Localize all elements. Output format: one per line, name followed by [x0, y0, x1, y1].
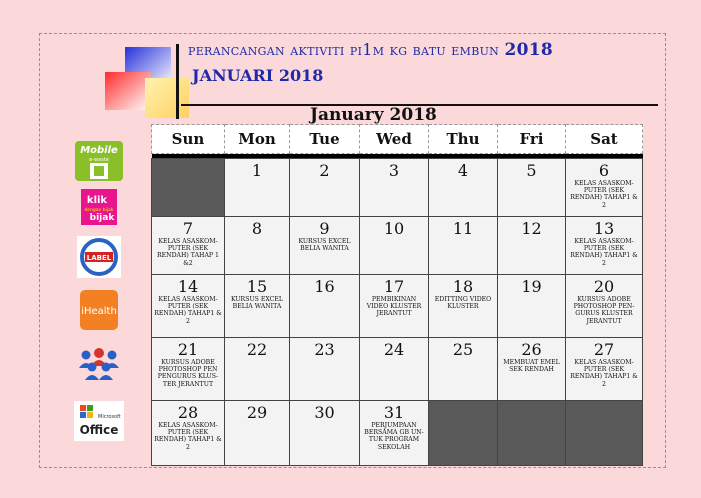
calendar-day-cell[interactable]	[225, 275, 290, 338]
day-event: KELAS ASASKOM-PUTER (SEK RENDAH) TAHAP1 & 2	[570, 238, 638, 267]
day-number: 15	[246, 277, 268, 296]
office-icon-label: Office	[79, 423, 119, 437]
title-text: perancangan aktiviti pi1m kg batu embun	[188, 40, 500, 59]
calendar-day-cell[interactable]	[152, 275, 225, 338]
day-number: 5	[526, 161, 537, 180]
ihealth-icon-label: iHealth	[81, 306, 117, 317]
day-event: KURSUS ADOBE PHOTOSHOP PEN PENGURUS KLUS-TER JERANTUT	[157, 359, 219, 388]
calendar-day-cell[interactable]	[225, 338, 290, 401]
calendar-day-cell[interactable]	[360, 217, 429, 275]
month-title: January 2018	[310, 105, 437, 125]
calendar-day-cell[interactable]	[429, 275, 498, 338]
day-number: 7	[182, 219, 194, 238]
day-event: PERJUMPAAN BERSAMA GB UN-TUK PROGRAM SEKOLAH	[364, 422, 424, 451]
day-number: 8	[251, 219, 263, 238]
day-event: EDITTING VIDEO KLUSTER	[434, 296, 492, 311]
day-number: 24	[383, 340, 405, 359]
weekday-thu: Thu	[429, 125, 498, 154]
weekday-mon: Mon	[225, 125, 290, 154]
day-number: 6	[598, 161, 610, 180]
day-number: 3	[388, 161, 400, 180]
calendar-day-cell[interactable]	[290, 217, 360, 275]
day-number: 28	[177, 403, 199, 422]
day-number: 14	[177, 277, 199, 296]
calendar-day-cell[interactable]	[290, 275, 360, 338]
calendar-week-row	[152, 159, 643, 217]
klik-bijak-icon	[73, 186, 125, 228]
calendar-day-cell[interactable]	[152, 217, 225, 275]
day-number: 17	[383, 277, 405, 296]
calendar-grid	[151, 124, 643, 466]
calendar-day-cell[interactable]	[290, 338, 360, 401]
day-event: KELAS ASASKOM-PUTER (SEK RENDAH) TAHAP1 & 2	[154, 296, 222, 325]
calendar-day-cell[interactable]	[498, 159, 566, 217]
calendar-day-cell[interactable]	[566, 217, 643, 275]
klik-icon-sub: dengan bijak	[84, 208, 114, 213]
day-number: 23	[314, 340, 335, 359]
calendar-day-cell[interactable]	[566, 159, 643, 217]
mobile-icon	[73, 140, 125, 182]
day-number: 27	[593, 340, 615, 359]
day-number: 16	[314, 277, 335, 296]
calendar-day-cell[interactable]	[429, 338, 498, 401]
calendar-day-cell[interactable]	[290, 401, 360, 466]
calendar-week-row	[152, 401, 643, 466]
title-year: 2018	[504, 40, 553, 60]
day-event: KELAS ASASKOM-PUTER (SEK RENDAH) TAHAP1 & 2	[570, 180, 638, 209]
day-number: 19	[521, 277, 542, 296]
office-icon-sub: Microsoft	[98, 414, 121, 420]
mobile-icon-label: Mobile	[80, 145, 118, 156]
day-number: 11	[452, 219, 474, 238]
calendar-day-cell[interactable]	[360, 338, 429, 401]
day-number: 25	[452, 340, 474, 359]
calendar-day-cell[interactable]	[498, 338, 566, 401]
day-number: 29	[246, 403, 268, 422]
day-number: 26	[521, 340, 542, 359]
decorative-squares	[105, 42, 195, 122]
day-event: KURSUS EXCEL BELIA WANITA	[298, 238, 351, 253]
day-number: 20	[593, 277, 615, 296]
ihealth-icon	[73, 289, 125, 331]
calendar-day-cell[interactable]	[225, 401, 290, 466]
calendar-week-row	[152, 338, 643, 401]
day-number: 30	[314, 403, 335, 422]
day-number: 10	[383, 219, 405, 238]
calendar-day-cell[interactable]	[152, 338, 225, 401]
day-number: 18	[452, 277, 474, 296]
calendar-day-blank[interactable]	[429, 401, 498, 466]
calendar-day-cell[interactable]	[225, 217, 290, 275]
day-number: 2	[319, 161, 330, 180]
page-title	[188, 40, 553, 60]
weekday-wed: Wed	[360, 125, 429, 154]
calendar-day-cell[interactable]	[498, 275, 566, 338]
calendar-day-cell[interactable]	[152, 401, 225, 466]
day-number: 22	[246, 340, 268, 359]
calendar-week-row	[152, 217, 643, 275]
day-event: KURSUS EXCEL BELIA WANITA	[230, 296, 284, 311]
calendar-day-cell[interactable]	[360, 159, 429, 217]
day-number: 4	[457, 161, 469, 180]
day-event: KELAS ASASKOM-PUTER (SEK RENDAH) TAHAP1 & 2	[154, 422, 222, 451]
day-number: 12	[521, 219, 542, 238]
community-icon	[73, 343, 125, 385]
calendar-day-cell[interactable]	[566, 275, 643, 338]
calendar-day-cell[interactable]	[566, 338, 643, 401]
day-number: 21	[177, 340, 199, 359]
weekday-tue: Tue	[290, 125, 360, 154]
day-event: KURSUS ADOBE PHOTOSHOP PEN-GURUS KLUSTER JERANTUT	[573, 296, 635, 325]
calendar-day-cell[interactable]	[360, 401, 429, 466]
calendar-day-cell[interactable]	[429, 217, 498, 275]
office-icon	[73, 400, 125, 442]
calendar-day-blank[interactable]	[498, 401, 566, 466]
weekday-header-row	[152, 125, 643, 154]
day-event: PEMBIKINAN VIDEO KLUSTER JERANTUT	[366, 296, 422, 318]
day-event: KELAS ASASKOM-PUTER (SEK RENDAH) TAHAP1 & 2	[570, 359, 638, 388]
label-icon-text: LABEL	[86, 254, 112, 262]
day-number: 1	[251, 161, 263, 180]
day-number: 9	[319, 219, 330, 238]
calendar-day-cell[interactable]	[498, 217, 566, 275]
calendar-week-row	[152, 275, 643, 338]
day-event: MEMBUAT EMEL SEK RENDAH	[503, 359, 560, 374]
weekday-sun: Sun	[152, 125, 225, 154]
calendar-day-cell[interactable]	[429, 159, 498, 217]
weekday-sat: Sat	[566, 125, 643, 154]
calendar-day-cell[interactable]	[290, 159, 360, 217]
calendar-day-blank[interactable]	[152, 159, 225, 217]
svg-text:bijak: bijak	[89, 213, 115, 223]
weekday-fri: Fri	[498, 125, 566, 154]
day-event: KELAS ASASKOM-PUTER (SEK RENDAH) TAHAP 1 &2	[157, 238, 219, 267]
label-icon	[73, 236, 125, 278]
mobile-icon-sub: e-waste	[89, 157, 109, 163]
calendar-day-cell[interactable]	[225, 159, 290, 217]
day-number: 31	[383, 403, 405, 422]
calendar-day-blank[interactable]	[566, 401, 643, 466]
day-number: 13	[593, 219, 615, 238]
klik-icon-label: klik	[86, 195, 108, 206]
calendar-day-cell[interactable]	[360, 275, 429, 338]
page-subtitle: JANUARI 2018	[192, 66, 324, 85]
title-vertical-rule	[176, 44, 179, 119]
